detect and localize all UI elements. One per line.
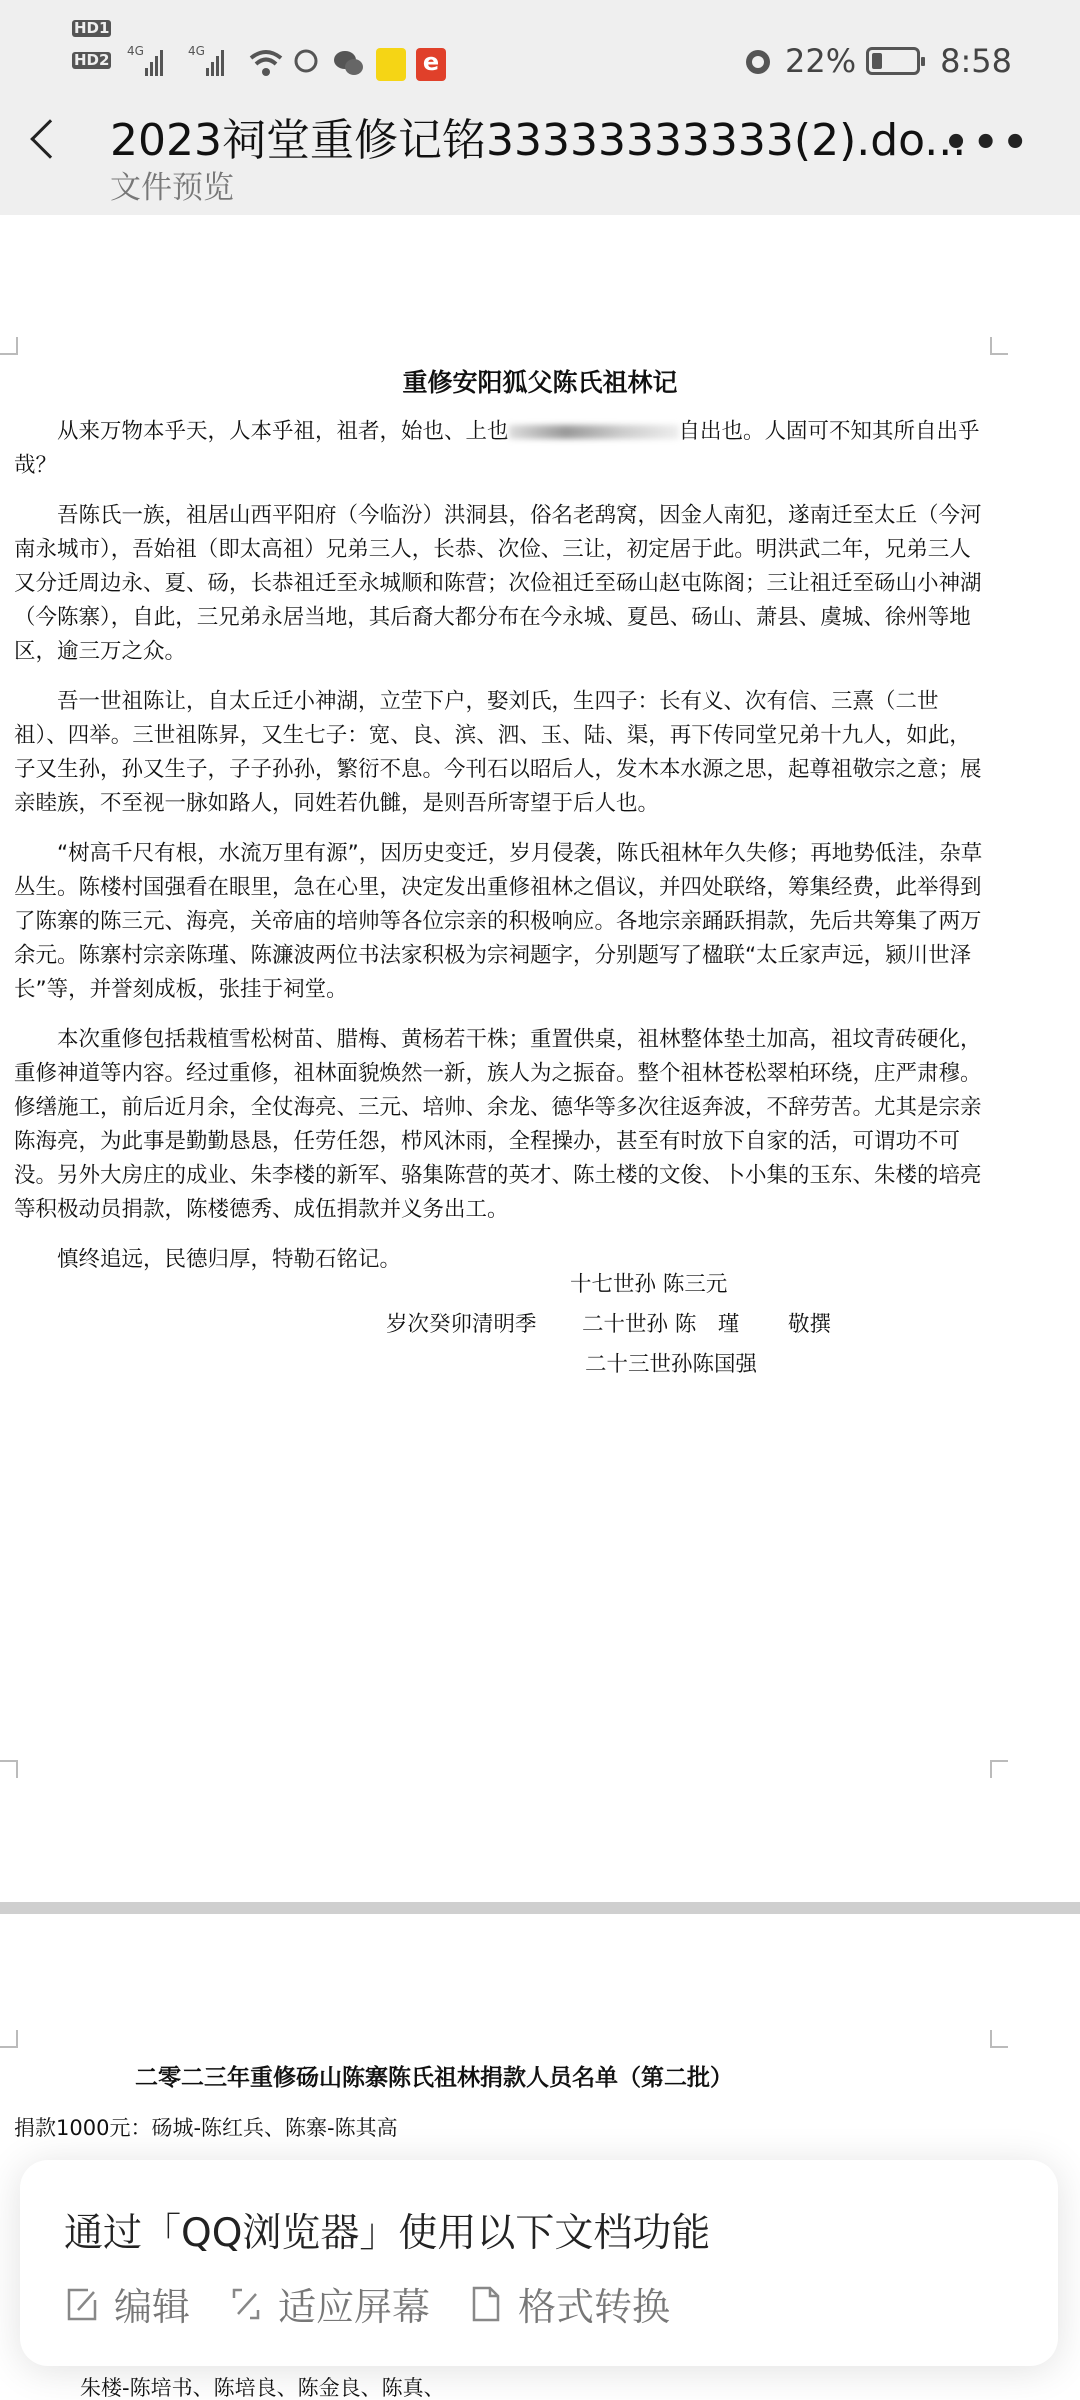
format-convert-button[interactable]: [470, 2276, 670, 2331]
document-page-1: [0, 215, 1080, 1902]
paragraph: 慎终追远，民德归厚，特勒石铭记。: [57, 1247, 402, 1272]
page-corner-mark: [990, 2030, 1008, 2048]
paragraph-text: 从来万物本乎天，人本乎祖，祖者，始也、上也: [57, 419, 509, 444]
battery-icon: [866, 47, 920, 75]
sim1-badge: HD1: [74, 19, 110, 37]
paragraph: [14, 415, 986, 483]
file-title: 2023祠堂重修记铭33333333333(2).do...: [110, 115, 967, 166]
edit-button[interactable]: [66, 2276, 190, 2331]
chat-bubble-icon: [292, 48, 322, 78]
paragraph: 本次重修包括栽植雪松树苗、腊梅、黄杨若干株；重置供桌，祖林整体垫土加高，祖坟青砖硬化，重修神道等内容。经过重修，祖林面貌焕然一新，族人为之振奋。整个祖林苍松翠柏环绕，庄严肃穆。修缮施工，前后近月余，全仗海亮、三元、培帅、余龙、德华等多次往返奔波，不辞劳苦。尤其是宗亲陈海亮，为此事是勤勤恳恳，任劳任怨，栉风沐雨，全程操办，甚至有时放下自家的活，可谓功不可没。另外大房庄的成业、朱李楼的新军、骆集陈营的英才、陈土楼的文俊、卜小集的玉东、朱楼的培亮等积极动员捐款，陈楼德秀、成伍捐款并义务出工。: [14, 1027, 982, 1222]
qq-browser-prompt-card[interactable]: [20, 2160, 1058, 2366]
signature-line: 二十三世孙陈国强: [585, 1352, 758, 1377]
page-separator: [0, 1902, 1080, 1914]
status-bar: [0, 18, 1080, 78]
sim2-badge: HD2: [74, 51, 110, 69]
list-title: 二零二三年重修砀山陈寨陈氏祖林捐款人员名单（第二批）: [135, 2065, 733, 2091]
alarm-icon: [741, 44, 775, 78]
fit-screen-button[interactable]: [230, 2276, 430, 2331]
page-corner-mark: [0, 337, 18, 355]
paragraph-text: 自出也。人固可不知其所自出乎哉？: [14, 419, 980, 478]
top-bar: [0, 0, 1080, 215]
signature-respect: 敬撰: [788, 1312, 832, 1337]
page-corner-mark: [990, 337, 1008, 355]
page-corner-mark: [0, 2030, 18, 2048]
clock: 8:58: [940, 42, 1012, 80]
network-type-1: 4G: [127, 44, 144, 58]
edit-icon: [66, 2286, 98, 2322]
format-convert-label: 格式转换: [518, 2285, 671, 2329]
network-type-2: 4G: [188, 44, 205, 58]
file-icon: [470, 2286, 502, 2322]
document-title: 重修安阳狐父陈氏祖林记: [402, 368, 678, 397]
fit-screen-label: 适应屏幕: [278, 2285, 431, 2329]
donation-line: 捐款1000元：砀城-陈红兵、陈寨-陈其高: [14, 2116, 398, 2140]
fit-screen-icon: [230, 2286, 262, 2322]
signature-date: 岁次癸卯清明季: [386, 1312, 537, 1337]
more-options-button[interactable]: •••: [943, 120, 1032, 166]
signal-icon-2: [206, 44, 224, 76]
app-notification-icon: [376, 48, 406, 81]
signal-icon: [145, 44, 163, 76]
paragraph: 吾陈氏一族，祖居山西平阳府（今临汾）洪洞县，俗名老鸹窝，因金人南犯，遂南迁至太丘（今河南永城市），吾始祖（即太高祖）兄弟三人，长恭、次俭、三让，初定居于此。明洪武二年，兄弟三人又分迁周边永、夏、砀，长恭祖迁至永城顺和陈营；次俭祖迁至砀山赵屯陈阁；三让祖迁至砀山小神湖（今陈寨），自此，三兄弟永居当地，其后裔大都分布在今永城、夏邑、砀山、萧县、虞城、徐州等地区，逾三万之众。: [14, 503, 982, 664]
back-button[interactable]: [30, 119, 70, 159]
blurred-redaction: [509, 425, 679, 439]
signature-line: 二十世孙 陈 瑾: [582, 1312, 740, 1337]
paragraph: 吾一世祖陈让，自太丘迁小神湖，立茔下户，娶刘氏，生四子：长有义、次有信、三熹（二世祖）、四举。三世祖陈昇，又生七子：宽、良、滨、泗、玉、陆、渠，再下传同堂兄弟十九人，如此，子又生孙，孙又生子，子子孙孙，繁衍不息。今刊石以昭后人，发木本水源之思，起尊祖敬宗之意；展亲睦族，不至视一脉如路人，同姓若仇雠，是则吾所寄望于后人也。: [14, 689, 982, 816]
page-corner-mark: [0, 1760, 18, 1778]
file-preview-label: 文件预览: [110, 170, 234, 206]
edit-label: 编辑: [114, 2285, 191, 2329]
card-title: 通过「QQ浏览器」使用以下文档功能: [64, 2211, 711, 2256]
wechat-icon: [332, 48, 366, 78]
donation-line: 朱楼-陈培书、陈培良、陈金良、陈真、: [80, 2376, 445, 2400]
paragraph: “树高千尺有根，水流万里有源”，因历史变迁，岁月侵袭，陈氏祖林年久失修；再地势低洼，杂草丛生。陈楼村国强看在眼里，急在心里，决定发出重修祖林之倡议，并四处联络，筹集经费，此举得到了陈寨的陈三元、海亮，关帝庙的培帅等各位宗亲的积极响应。各地宗亲踊跃捐款，先后共筹集了两万余元。陈寨村宗亲陈瑾、陈濂波两位书法家积极为宗祠题字，分别题写了楹联“太丘家声远，颍川世泽长”等，并誉刻成板，张挂于祠堂。: [14, 841, 983, 1002]
battery-percent: 22%: [785, 42, 857, 80]
signature-line: 十七世孙 陈三元: [570, 1272, 728, 1297]
page-corner-mark: [990, 1760, 1008, 1778]
document-body: [14, 415, 986, 1293]
app-e-icon: e: [416, 48, 446, 81]
wifi-icon: [248, 46, 284, 80]
